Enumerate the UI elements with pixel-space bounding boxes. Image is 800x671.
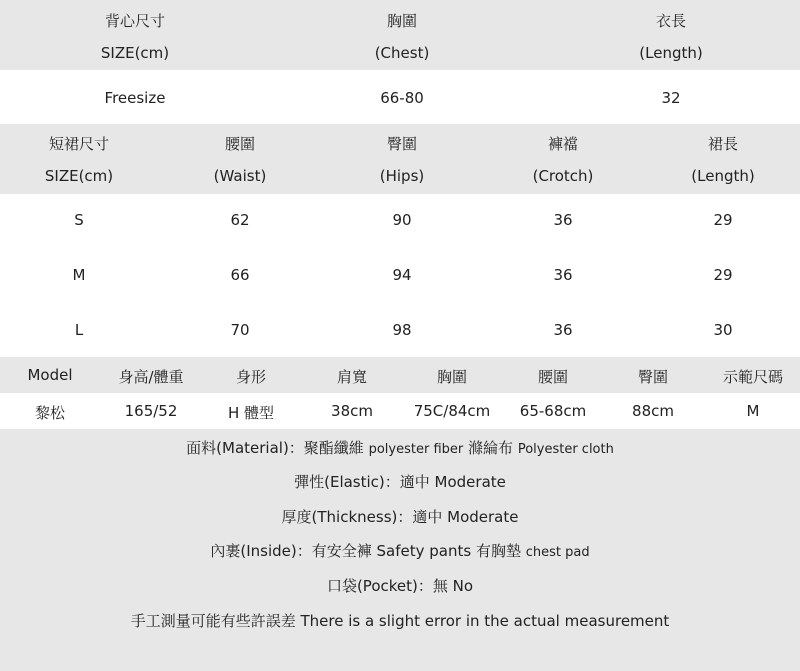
vest-header-size: 背心尺寸 bbox=[104, 12, 166, 30]
skirt-hips: 98 bbox=[392, 321, 412, 339]
model-header-shoulder: 肩寬 bbox=[336, 368, 368, 386]
skirt-crotch: 36 bbox=[553, 321, 573, 339]
measurement-error-note: 手工測量可能有些許誤差 There is a slight error in the actual measurement bbox=[130, 612, 670, 630]
skirt-header-crotch-en: (Crotch) bbox=[532, 167, 594, 185]
skirt-header-length: 裙長 bbox=[707, 135, 739, 153]
material-note bbox=[0, 437, 800, 458]
skirt-header-waist-en: (Waist) bbox=[213, 167, 267, 185]
model-header-name: Model bbox=[27, 366, 73, 384]
skirt-waist: 66 bbox=[230, 266, 250, 284]
model-header-chest: 胸圍 bbox=[436, 368, 468, 386]
model-name: 黎松 bbox=[34, 404, 66, 422]
model-height-weight: 165/52 bbox=[124, 402, 178, 420]
vest-header-chest: 胸圍 bbox=[386, 12, 418, 30]
skirt-header-size: 短裙尺寸 bbox=[48, 135, 110, 153]
skirt-header-hips-en: (Hips) bbox=[379, 167, 425, 185]
model-header-height-weight: 身高/體重 bbox=[118, 368, 184, 386]
model-size: M bbox=[746, 402, 760, 420]
skirt-header-crotch: 褲襠 bbox=[547, 135, 579, 153]
vest-size-value: Freesize bbox=[104, 89, 166, 107]
skirt-hips: 90 bbox=[392, 211, 412, 229]
vest-header-length: 衣長 bbox=[655, 12, 687, 30]
vest-header-length-en: (Length) bbox=[639, 44, 703, 62]
skirt-waist: 70 bbox=[230, 321, 250, 339]
skirt-size: L bbox=[74, 321, 84, 339]
model-body-shape: H 體型 bbox=[227, 404, 275, 422]
skirt-crotch: 36 bbox=[553, 211, 573, 229]
vest-header-size-en: SIZE(cm) bbox=[100, 44, 170, 62]
material-polyester-cloth: Polyester cloth bbox=[517, 442, 614, 457]
skirt-waist: 62 bbox=[230, 211, 250, 229]
elastic-note: 彈性(Elastic)：適中 Moderate bbox=[294, 473, 506, 491]
lining-note bbox=[0, 540, 800, 561]
model-shoulder: 38cm bbox=[331, 402, 373, 420]
thickness-note: 厚度(Thickness)：適中 Moderate bbox=[281, 508, 519, 526]
skirt-header-length-en: (Length) bbox=[691, 167, 755, 185]
skirt-crotch: 36 bbox=[553, 266, 573, 284]
skirt-length: 30 bbox=[713, 321, 733, 339]
lining-chest-pad: chest pad bbox=[525, 545, 590, 560]
skirt-header-waist: 腰圍 bbox=[224, 135, 256, 153]
model-header-body-shape: 身形 bbox=[235, 368, 267, 386]
skirt-length: 29 bbox=[713, 266, 733, 284]
skirt-hips: 94 bbox=[392, 266, 412, 284]
model-header-size: 示範尺碼 bbox=[722, 368, 784, 386]
material-label: 面料(Material)：聚酯纖維 bbox=[186, 439, 364, 457]
model-waist: 65-68cm bbox=[519, 402, 587, 420]
model-chest: 75C/84cm bbox=[413, 402, 491, 420]
skirt-header-size-en: SIZE(cm) bbox=[44, 167, 114, 185]
model-hips: 88cm bbox=[632, 402, 674, 420]
material-polyester-fiber: polyester fiber bbox=[368, 442, 464, 457]
vest-chest-value: 66-80 bbox=[380, 89, 424, 107]
skirt-size: S bbox=[74, 211, 84, 229]
lining-label: 內裹(Inside)：有安全褲 Safety pants 有胸墊 bbox=[210, 542, 521, 560]
model-header-waist: 腰圍 bbox=[537, 368, 569, 386]
vest-header-chest-en: (Chest) bbox=[374, 44, 430, 62]
vest-length-value: 32 bbox=[661, 89, 681, 107]
skirt-length: 29 bbox=[713, 211, 733, 229]
model-header-hips: 臀圍 bbox=[637, 368, 669, 386]
skirt-header-hips: 臀圍 bbox=[386, 135, 418, 153]
pocket-note: 口袋(Pocket)：無 No bbox=[326, 577, 474, 595]
material-polyester-cn: 滌綸布 bbox=[468, 439, 514, 457]
skirt-size: M bbox=[72, 266, 86, 284]
